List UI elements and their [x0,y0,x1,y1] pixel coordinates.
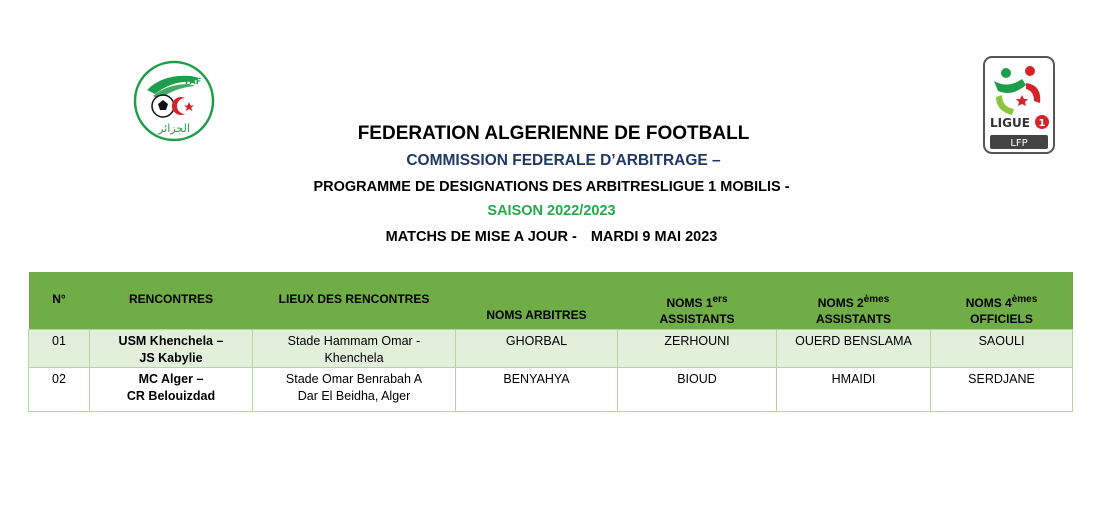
designations-table [28,272,1073,412]
match-date: MARDI 9 MAI 2023 [590,229,718,245]
row-number: 02 [29,367,90,411]
col-header-officiels: NOMS 4èmes OFFICIELS [965,294,1038,326]
table-row [29,329,1073,367]
table-header-row [29,272,1073,329]
svg-text:الجزائر: الجزائر [158,122,190,135]
svg-text:LIGUE: LIGUE [990,116,1030,130]
assistant2-cell: OUERD BENSLAMA [777,329,931,367]
col-header-lieux: LIEUX DES RENCONTRES [278,292,430,306]
table-row [29,367,1073,411]
matchs-label: MATCHS DE MISE A JOUR - [385,229,577,245]
row-number: 01 [29,329,90,367]
assistant2-cell: HMAIDI [777,367,931,411]
commission-title: COMMISSION FEDERALE D’ARBITRAGE – [406,152,721,169]
saison-title: SAISON 2022/2023 [487,203,616,219]
svg-text:1: 1 [1038,118,1046,129]
assistant1-cell: ZERHOUNI [618,329,777,367]
col-header-no: N° [52,292,66,306]
col-header-assist1: NOMS 1ers ASSISTANTS [659,294,735,326]
venue-cell: Stade Hammam Omar - Khenchela [253,329,456,367]
matchs-line [0,229,1103,245]
col-header-rencontres: RENCONTRES [128,292,213,306]
match-cell: USM Khenchela – JS Kabylie [90,329,253,367]
referee-cell: BENYAHYA [456,367,618,411]
svg-text:LFP: LFP [1010,138,1028,149]
referee-cell: GHORBAL [456,329,618,367]
fourth-official-cell: SERDJANE [931,367,1073,411]
venue-cell: Stade Omar Benrabah A Dar El Beidha, Alger [253,367,456,411]
match-cell: MC Alger – CR Belouizdad [90,367,253,411]
fourth-official-cell: SAOULI [931,329,1073,367]
assistant1-cell: BIOUD [618,367,777,411]
col-header-assist2: NOMS 2èmes ASSISTANTS [815,294,892,326]
svg-text:FAF: FAF [185,77,202,86]
programme-title: PROGRAMME DE DESIGNATIONS DES ARBITRESLIGUE 1 MOBILIS - [313,179,790,195]
federation-title: FEDERATION ALGERIENNE DE FOOTBALL [357,123,750,144]
col-header-arbitres: NOMS ARBITRES [486,308,587,322]
